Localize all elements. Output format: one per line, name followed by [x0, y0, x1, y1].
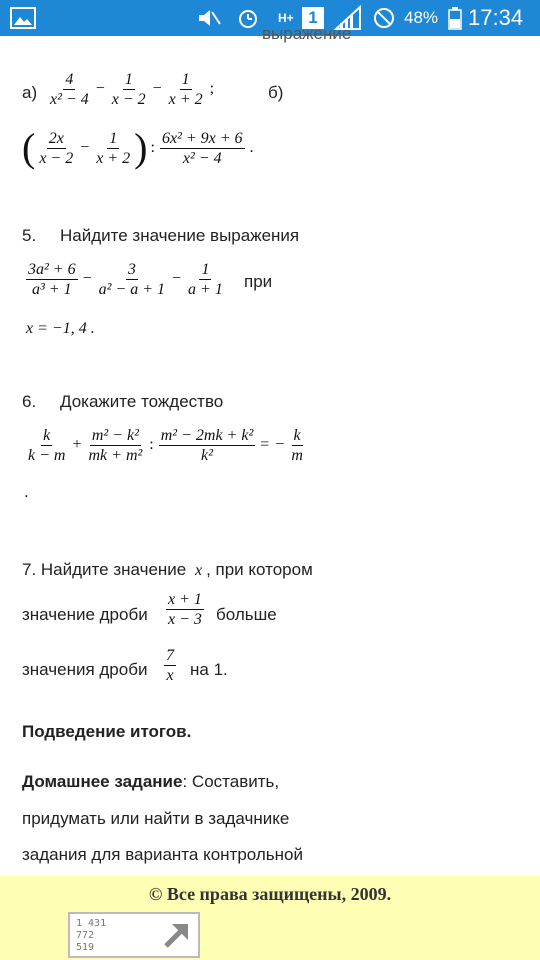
fraction-numerator: 2x [48, 129, 64, 147]
expression-end: . [249, 138, 254, 156]
q5-value: x = −1, 4 . [26, 320, 95, 337]
fraction-numerator: 1 [201, 261, 210, 278]
fraction-numerator: m² − 2mk + k² [160, 427, 254, 444]
network-type: H+ [278, 11, 294, 25]
fraction-numerator: k [293, 427, 301, 444]
page-footer [0, 876, 540, 960]
fraction-numerator: 1 [109, 129, 118, 147]
homework-label: Домашнее задание [22, 772, 183, 791]
fraction-numerator: k [43, 427, 51, 444]
fraction-numerator: x + 1 [168, 591, 202, 608]
q7-variable: x [194, 562, 203, 579]
q7-line1 [22, 560, 313, 580]
homework-line2: придумать или найти в задачнике [22, 809, 290, 828]
document-content [0, 24, 540, 876]
fraction-numerator: 4 [65, 71, 74, 88]
q5-number: 5. [22, 226, 37, 245]
q7-line3-start: значения дроби [22, 660, 148, 679]
battery-icon [448, 0, 462, 36]
fraction-denominator: x² − 4 [182, 149, 222, 167]
fraction-denominator: k² [201, 447, 213, 464]
fraction-denominator: x − 3 [168, 611, 202, 628]
expression-end: ; [209, 80, 215, 98]
arrow-up-right-icon [162, 920, 192, 950]
fraction-denominator: mk + m² [88, 447, 143, 464]
q7-fraction-2 [162, 646, 178, 685]
problem-a-label: а) [22, 83, 38, 102]
q6-number: 6. [22, 392, 37, 411]
fraction-denominator: x + 2 [96, 149, 131, 167]
fraction-denominator: k − m [28, 447, 66, 464]
fraction-numerator: 6x² + 9x + 6 [161, 129, 243, 147]
no-entry-icon [372, 0, 396, 36]
fraction-denominator: x − 2 [111, 91, 146, 108]
homework-line1-text: : Составить, [182, 772, 280, 791]
visitor-counter[interactable] [68, 912, 200, 958]
fraction-denominator: m [291, 447, 303, 464]
fraction-denominator: x [166, 667, 174, 684]
fraction-denominator: a² − a + 1 [98, 281, 166, 298]
homework-line3: задания для варианта контрольной [22, 845, 303, 864]
fraction-denominator: a³ + 1 [32, 281, 72, 298]
fraction-numerator: 1 [181, 71, 190, 88]
cut-heading: выражение [262, 24, 352, 43]
q6-text: Докажите тождество [60, 392, 224, 411]
fraction-numerator: 3a² + 6 [28, 261, 76, 278]
q5-expression: $\frac{\text{3a² + 6}}{\text{a³ + 1}}$ − $\frac{3}{\text{a² − a + 1}}$ − $\frac{1}{a + 1}$ [28, 261, 223, 298]
gallery-icon [10, 0, 36, 36]
problem-a-expression: $\frac{4}{\text{x² − 4}}$ − $\frac{1}{x - 2}$ − $\frac{1}{x + 2}$ ; [46, 70, 217, 109]
counter-digits: 1 431 772 519 [76, 918, 107, 953]
q7-fraction-1 [164, 590, 206, 629]
homework-line1 [22, 772, 279, 792]
q5-text: Найдите значение выражения [60, 226, 300, 245]
fraction-denominator: x² − 4 [50, 91, 89, 108]
battery-percent: 48% [404, 8, 439, 27]
fraction-numerator: 3 [127, 261, 136, 278]
sim-indicator: 1 [302, 7, 324, 29]
summary-heading: Подведение итогов. [22, 722, 192, 741]
alarm-icon [236, 0, 260, 36]
fraction-denominator: a + 1 [188, 281, 223, 298]
q5-when: при [244, 272, 273, 291]
q7-line2-start: значение дроби [22, 605, 148, 624]
copyright-text: © Все права защищены, 2009. [148, 884, 392, 904]
problem-b-expression: ( $\frac{2x}{x - 2}$ − $\frac{1}{x + 2}$ ) : $\frac{\text{6x² + 9x + 6}}{\text{x² − 4}}$ . [22, 128, 257, 168]
fraction-numerator: 1 [124, 71, 133, 88]
fraction-denominator: x + 2 [168, 91, 203, 108]
q7-line1-start: 7. Найдите значение [22, 560, 187, 579]
q7-line2-end: больше [216, 605, 277, 624]
q7-line1-end: , при котором [206, 560, 313, 579]
q6-expression: $\frac{k}{k - m}$ + $\frac{\text{m² − k²}}{\text{mk + m²}}$ : $\frac{\text{m² − 2mk + k²}}{\text{k²}}$ = − $\frac{k}{m}$ [28, 427, 303, 464]
q6-trail: . [24, 482, 29, 501]
clock: 17:34 [468, 5, 524, 30]
mute-icon [196, 0, 222, 36]
fraction-denominator: x − 2 [39, 149, 74, 167]
fraction-numerator: m² − k² [91, 427, 139, 444]
problem-b-label: б) [268, 83, 284, 102]
q7-line3-end: на 1. [190, 660, 228, 679]
fraction-numerator: 7 [166, 647, 174, 664]
